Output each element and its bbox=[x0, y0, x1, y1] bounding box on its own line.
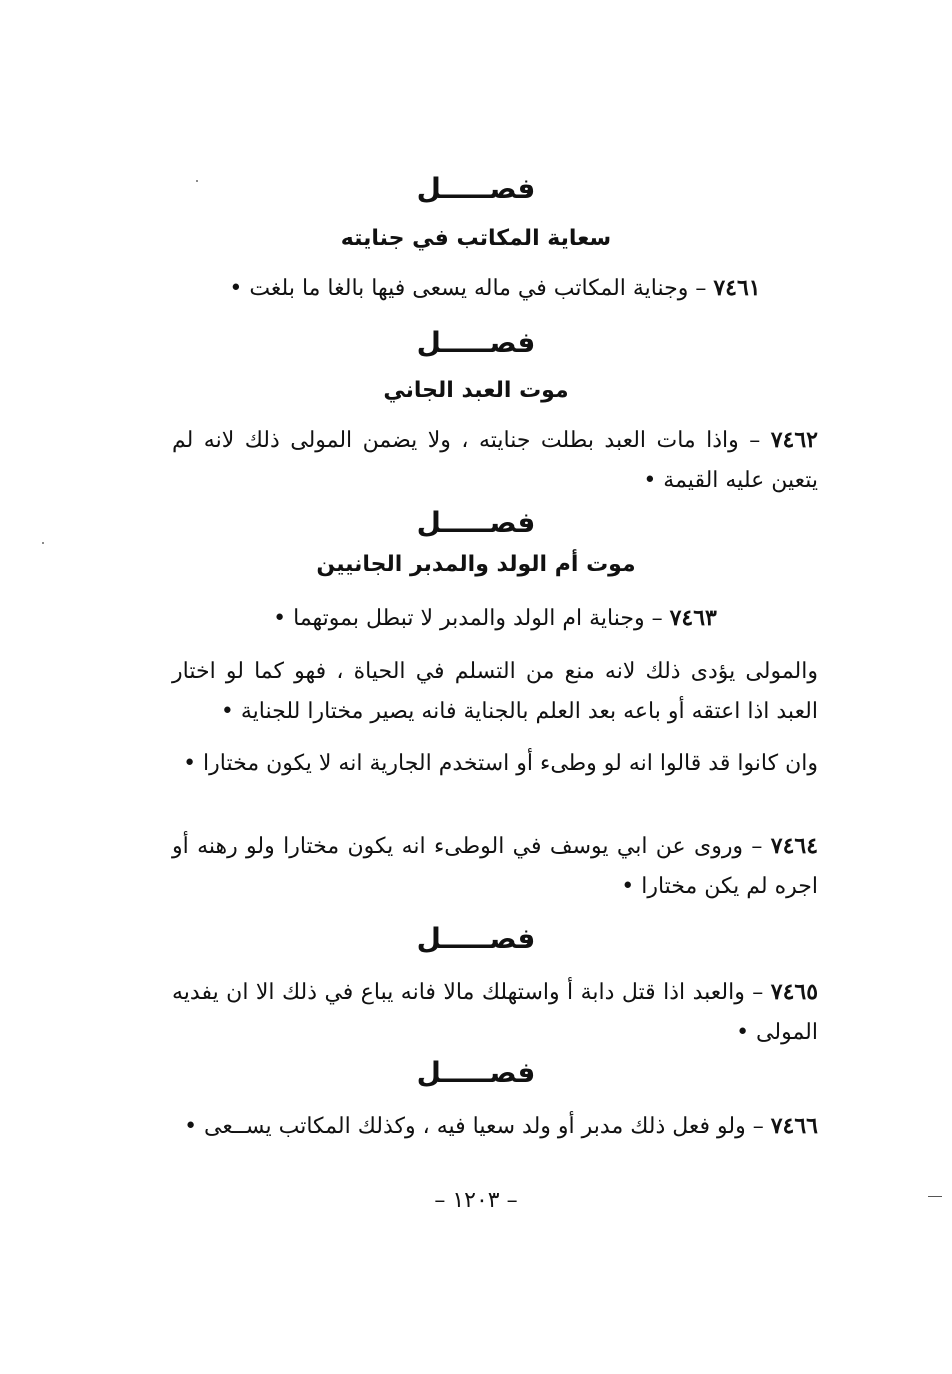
paragraph-number: ٧٤٦١ bbox=[713, 275, 761, 301]
section-subheading: موت العبد الجاني bbox=[383, 378, 569, 403]
paragraph-text: – ولو فعل ذلك مدبر أو ولد سعيا فيه ، وكذلك المكاتب يســعى • bbox=[184, 1114, 764, 1139]
paragraph-text: – وجناية المكاتب في ماله يسعى فيها بالغا ما بلغت • bbox=[229, 276, 707, 301]
paragraph-text: والمولى يؤدى ذلك لانه منع من التسلم في الحياة ، فهو كما لو اختار العبد اذا اعتقه أو باعه بعد العلم بالجناية فانه يصير مختارا للجناية • bbox=[172, 659, 819, 724]
paragraph bbox=[172, 826, 818, 907]
paragraph bbox=[172, 598, 818, 639]
section-heading: فصـــــل bbox=[416, 506, 536, 539]
paragraph-number: ٧٤٦٦ bbox=[770, 1113, 818, 1139]
section-heading: فصـــــل bbox=[416, 922, 536, 955]
paragraph-text: – والعبد اذا قتل دابة أ واستهلك مالا فانه يباع في ذلك الا ان يفديه المولى • bbox=[172, 980, 818, 1045]
scan-edge-mark bbox=[928, 1196, 942, 1197]
paragraph-number: ٧٤٦٣ bbox=[669, 605, 717, 631]
paragraph bbox=[172, 268, 818, 309]
section-subheading: موت أم الولد والمدبر الجانيين bbox=[316, 552, 636, 577]
section-subheading: سعاية المكاتب في جنايته bbox=[340, 226, 612, 251]
paragraph bbox=[172, 744, 818, 784]
paragraph-text: – وروى عن ابي يوسف في الوطىء انه يكون مختارا ولو رهنه أو اجره لم يكن مختارا • bbox=[172, 834, 818, 899]
page-number: – ١٢٠٣ – bbox=[434, 1188, 518, 1213]
paragraph bbox=[172, 652, 818, 732]
paragraph-number: ٧٤٦٥ bbox=[770, 979, 819, 1005]
paragraph-number: ٧٤٦٢ bbox=[770, 427, 818, 453]
paragraph-text: – وجناية ام الولد والمدبر لا تبطل بموتهما • bbox=[273, 606, 663, 631]
scan-speck bbox=[196, 180, 198, 182]
paragraph-text: – واذا مات العبد بطلت جنايته ، ولا يضمن المولى ذلك لانه لم يتعين عليه القيمة • bbox=[172, 428, 818, 493]
section-heading: فصـــــل bbox=[416, 1056, 536, 1089]
section-heading: فصـــــل bbox=[416, 326, 536, 359]
paragraph bbox=[172, 972, 818, 1053]
paragraph bbox=[172, 1106, 818, 1147]
section-heading: فصـــــل bbox=[416, 172, 536, 205]
paragraph-number: ٧٤٦٤ bbox=[770, 833, 819, 859]
scan-speck bbox=[42, 542, 44, 544]
paragraph bbox=[172, 420, 818, 501]
paragraph-text: وان كانوا قد قالوا انه لو وطىء أو استخدم الجارية انه لا يكون مختارا • bbox=[183, 751, 818, 776]
